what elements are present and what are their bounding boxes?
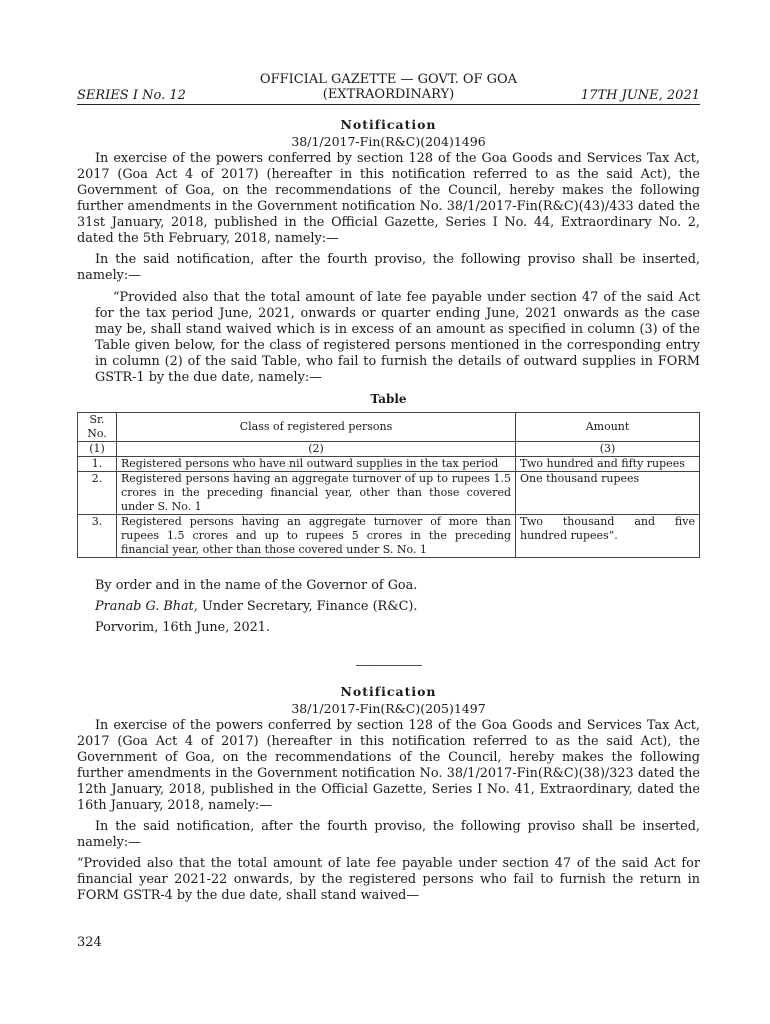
table-cell: Registered persons who have nil outward supplies in the tax period (117, 457, 516, 472)
signatory-title: Under Secretary, Finance (R&C). (197, 599, 418, 614)
table-cell: Registered persons having an aggregate turnover of up to rupees 1.5 crores in the preceding financial year, other than those covered under S. No. 1 (117, 472, 516, 515)
late-fee-table (77, 412, 700, 558)
table-cell: Two hundred and fifty rupees (516, 457, 700, 472)
table-cell: 2. (78, 472, 117, 515)
series-number: SERIES I No. 12 (77, 88, 186, 103)
notification-title: Notification (340, 684, 437, 699)
signatory-name: Pranab G. Bhat, (95, 599, 198, 614)
page-header (77, 72, 700, 105)
table-header-row (78, 413, 700, 442)
order-line: By order and in the name of the Governor of Goa. (95, 578, 418, 593)
gazette-page (77, 72, 700, 904)
table-cell: (3) (516, 442, 700, 457)
header-sr-no: Sr. No. (78, 413, 117, 442)
notification-title: Notification (340, 117, 437, 132)
signature-block (77, 578, 700, 636)
table-cell: 3. (78, 515, 117, 558)
page-number: 324 (77, 935, 102, 950)
issue-date: 17TH JUNE, 2021 (580, 88, 700, 103)
notification-paragraph: In the said notification, after the fourth proviso, the following proviso shall be inserted, namely:— (77, 819, 700, 850)
table-row (78, 472, 700, 515)
proviso-text: “Provided also that the total amount of late fee payable under section 47 of the said Act for financial year 2021-22 onwards, by the registered persons who fail to furnish the return in FORM GSTR-4 by the due date, shall stand waived— (77, 856, 700, 903)
section-separator: —————— (355, 658, 422, 672)
table-row (78, 515, 700, 558)
notification-paragraph: In the said notification, after the fourth proviso, the following proviso shall be inserted, namely:— (77, 252, 700, 283)
place-date: Porvorim, 16th June, 2021. (95, 620, 271, 635)
table-cell: 1. (78, 457, 117, 472)
table-cell: Registered persons having an aggregate turnover of more than rupees 1.5 crores and up to rupees 5 crores in the preceding financial year, other than those covered under S. No. 1 (117, 515, 516, 558)
signatory (77, 599, 700, 615)
notification-number: 38/1/2017-Fin(R&C)(205)1497 (291, 701, 486, 716)
notification-paragraph: In exercise of the powers conferred by section 128 of the Goa Goods and Services Tax Act, 2017 (Goa Act 4 of 2017) (hereafter in this notification referred to as the said Act), the Government of Goa, on the recommendations of the Council, hereby makes the following further amendments in the Government notification No. 38/1/2017-Fin(R&C)(43)/433 dated the 31st January, 2018, published in the Official Gazette, Series I No. 44, Extraordinary No. 2, dated the 5th February, 2018, namely:— (77, 151, 700, 246)
notification-number: 38/1/2017-Fin(R&C)(204)1496 (291, 134, 486, 149)
table-cell: (2) (117, 442, 516, 457)
table-cell: One thousand rupees (516, 472, 700, 515)
gazette-title-line1: OFFICIAL GAZETTE — GOVT. OF GOA (259, 72, 518, 87)
table-cell: (1) (78, 442, 117, 457)
table-column-numbers-row (78, 442, 700, 457)
header-class: Class of registered persons (117, 413, 516, 442)
notification-paragraph: In exercise of the powers conferred by section 128 of the Goa Goods and Services Tax Act, 2017 (Goa Act 4 of 2017) (hereafter in this notification referred to as the said Act), the Government of Goa, on the recommendations of the Council, hereby makes the following further amendments in the Government notification No. 38/1/2017-Fin(R&C)(38)/323 dated the 12th January, 2018, published in the Official Gazette, Series I No. 41, Extraordinary, dated the 16th January, 2018, namely:— (77, 718, 700, 813)
gazette-title-line2: (EXTRAORDINARY) (322, 87, 455, 102)
table-row (78, 457, 700, 472)
header-amount: Amount (516, 413, 700, 442)
notification-2 (77, 684, 700, 904)
notification-1 (77, 117, 700, 636)
table-title: Table (370, 392, 407, 406)
table-cell: Two thousand and five hundred rupees”. (516, 515, 700, 558)
proviso-text: “Provided also that the total amount of late fee payable under section 47 of the said Act for the tax period June, 2021, onwards or quarter ending June, 2021 onwards as the case may be, shall stand waived which is in excess of an amount as specified in column (3) of the Table given below, for the class of registered persons mentioned in the corresponding entry in column (2) of the said Table, who fail to furnish the details of outward supplies in FORM GSTR-1 by the due date, namely:— (95, 290, 700, 385)
